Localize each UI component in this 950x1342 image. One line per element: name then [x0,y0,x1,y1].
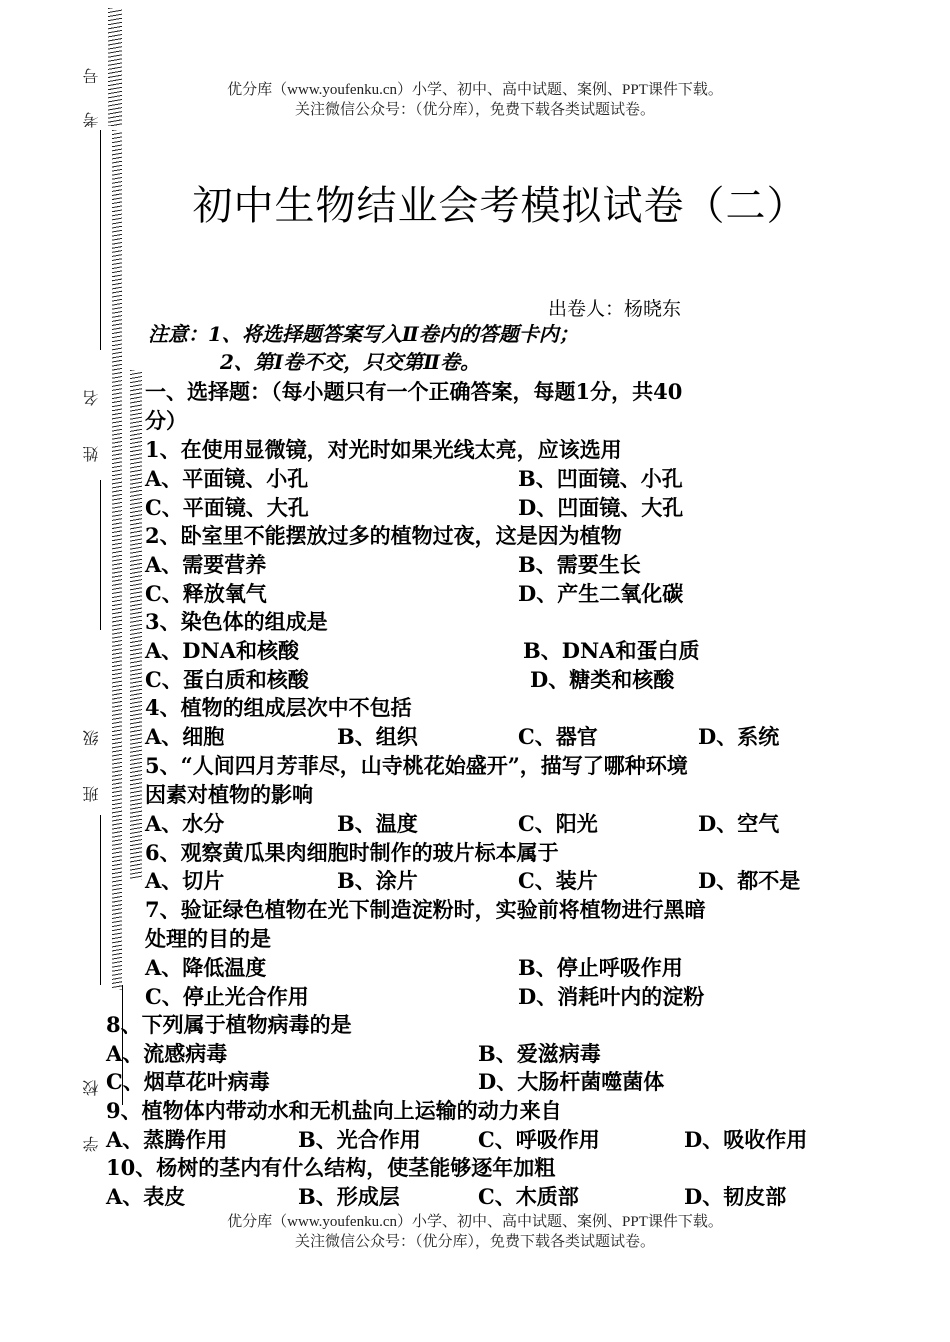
margin-hatch-middle [130,370,142,880]
margin-line-2 [100,480,101,630]
q10-option-c: C、木质部 [478,1184,579,1209]
q10-option-a: A、表皮 [106,1184,186,1209]
q5-option-c: C、阳光 [518,811,598,836]
footer-line-1: 优分库（www.youfenku.cn）小学、初中、高中试题、案例、PPT课件下载。 [227,1214,723,1230]
q4-option-b: B、组织 [337,724,418,749]
q2-option-b: B、需要生长 [518,552,641,577]
margin-line [100,130,101,350]
q2-option-d: D、产生二氧化碳 [518,581,684,606]
margin-label-xingming: 姓名 [82,350,101,462]
q2-option-c: C、释放氧气 [145,581,267,606]
q6-option-c: C、装片 [518,868,598,893]
q9-stem: 9、植物体内带动水和无机盐向上运输的动力来自 [106,1098,562,1123]
margin-label-kaohao: 考号 [82,40,101,128]
q3-option-c: C、蛋白质和核酸 [145,667,309,692]
q6-option-d: D、都不是 [698,868,801,893]
q6-option-b: B、涂片 [337,868,418,893]
q3-stem: 3、染色体的组成是 [145,609,328,634]
q5-option-b: B、温度 [337,811,418,836]
q7-option-c: C、停止光合作用 [145,984,309,1009]
q10-stem: 10、杨树的茎内有什么结构，使茎能够逐年加粗 [106,1155,556,1180]
q3-option-d: D、糖类和核酸 [530,667,675,692]
note-1: 注意：1、将选择题答案写入Ⅱ卷内的答题卡内； [148,322,579,346]
q9-option-d: D、吸收作用 [684,1127,808,1152]
author: 出卷人：杨晓东 [548,298,682,320]
q6-option-a: A、切片 [145,868,225,893]
q1-stem: 1、在使用显微镜，对光时如果光线太亮，应该选用 [145,437,622,462]
footer-line-2: 关注微信公众号：（优分库），免费下载各类试题试卷。 [294,1234,655,1250]
q1-option-a: A、平面镜、小孔 [145,466,309,491]
q4-stem: 4、植物的组成层次中不包括 [145,695,412,720]
header-line-2: 关注微信公众号：（优分库），免费下载各类试题试卷。 [294,102,655,118]
q9-option-a: A、蒸腾作用 [106,1127,228,1152]
margin-label-banji: 班级 [82,690,101,802]
margin-line-3 [100,815,101,985]
q7-option-a: A、降低温度 [145,955,267,980]
q9-option-b: B、光合作用 [298,1127,421,1152]
page-title: 初中生物结业会考模拟试卷（二） [192,183,808,229]
q5-option-a: A、水分 [145,811,225,836]
note-2: 2、第Ⅰ卷不交，只交第Ⅱ卷。 [220,350,481,374]
q2-option-a: A、需要营养 [145,552,267,577]
q10-option-d: D、韧皮部 [684,1184,787,1209]
q8-stem: 8、下列属于植物病毒的是 [106,1012,352,1037]
q10-option-b: B、形成层 [298,1184,400,1209]
q8-option-a: A、流感病毒 [106,1041,228,1066]
q6-stem: 6、观察黄瓜果肉细胞时制作的玻片标本属于 [145,840,559,865]
q5-stem-2: 因素对植物的影响 [145,782,313,807]
q4-option-a: A、细胞 [145,724,225,749]
q2-stem: 2、卧室里不能摆放过多的植物过夜，这是因为植物 [145,523,622,548]
q9-option-c: C、呼吸作用 [478,1127,600,1152]
section-heading-2: 分） [145,408,187,433]
q8-option-b: B、爱滋病毒 [478,1041,601,1066]
q1-option-b: B、凹面镜、小孔 [518,466,683,491]
q3-option-a: A、DNA和核酸 [145,638,299,663]
q5-stem-1: 5、“人间四月芳菲尽，山寺桃花始盛开”，描写了哪种环境 [145,753,688,778]
q1-option-c: C、平面镜、大孔 [145,495,309,520]
q3-option-b: B、DNA和蛋白质 [523,638,700,663]
q7-stem-2: 处理的目的是 [145,926,271,951]
section-heading-1: 一、选择题：（每小题只有一个正确答案，每题1分，共40 [145,379,683,404]
q7-option-b: B、停止呼吸作用 [518,955,683,980]
q8-option-c: C、烟草花叶病毒 [106,1069,270,1094]
q7-stem-1: 7、验证绿色植物在光下制造淀粉时，实验前将植物进行黑暗 [145,897,706,922]
margin-hatch-lower [112,130,122,990]
q7-option-d: D、消耗叶内的淀粉 [518,984,705,1009]
q5-option-d: D、空气 [698,811,780,836]
margin-label-xuexiao: 学校 [82,1040,101,1152]
q8-option-d: D、大肠杆菌噬菌体 [478,1069,665,1094]
q1-option-d: D、凹面镜、大孔 [518,495,684,520]
q4-option-c: C、器官 [518,724,598,749]
q4-option-d: D、系统 [698,724,780,749]
header-line-1: 优分库（www.youfenku.cn）小学、初中、高中试题、案例、PPT课件下载。 [227,82,723,98]
